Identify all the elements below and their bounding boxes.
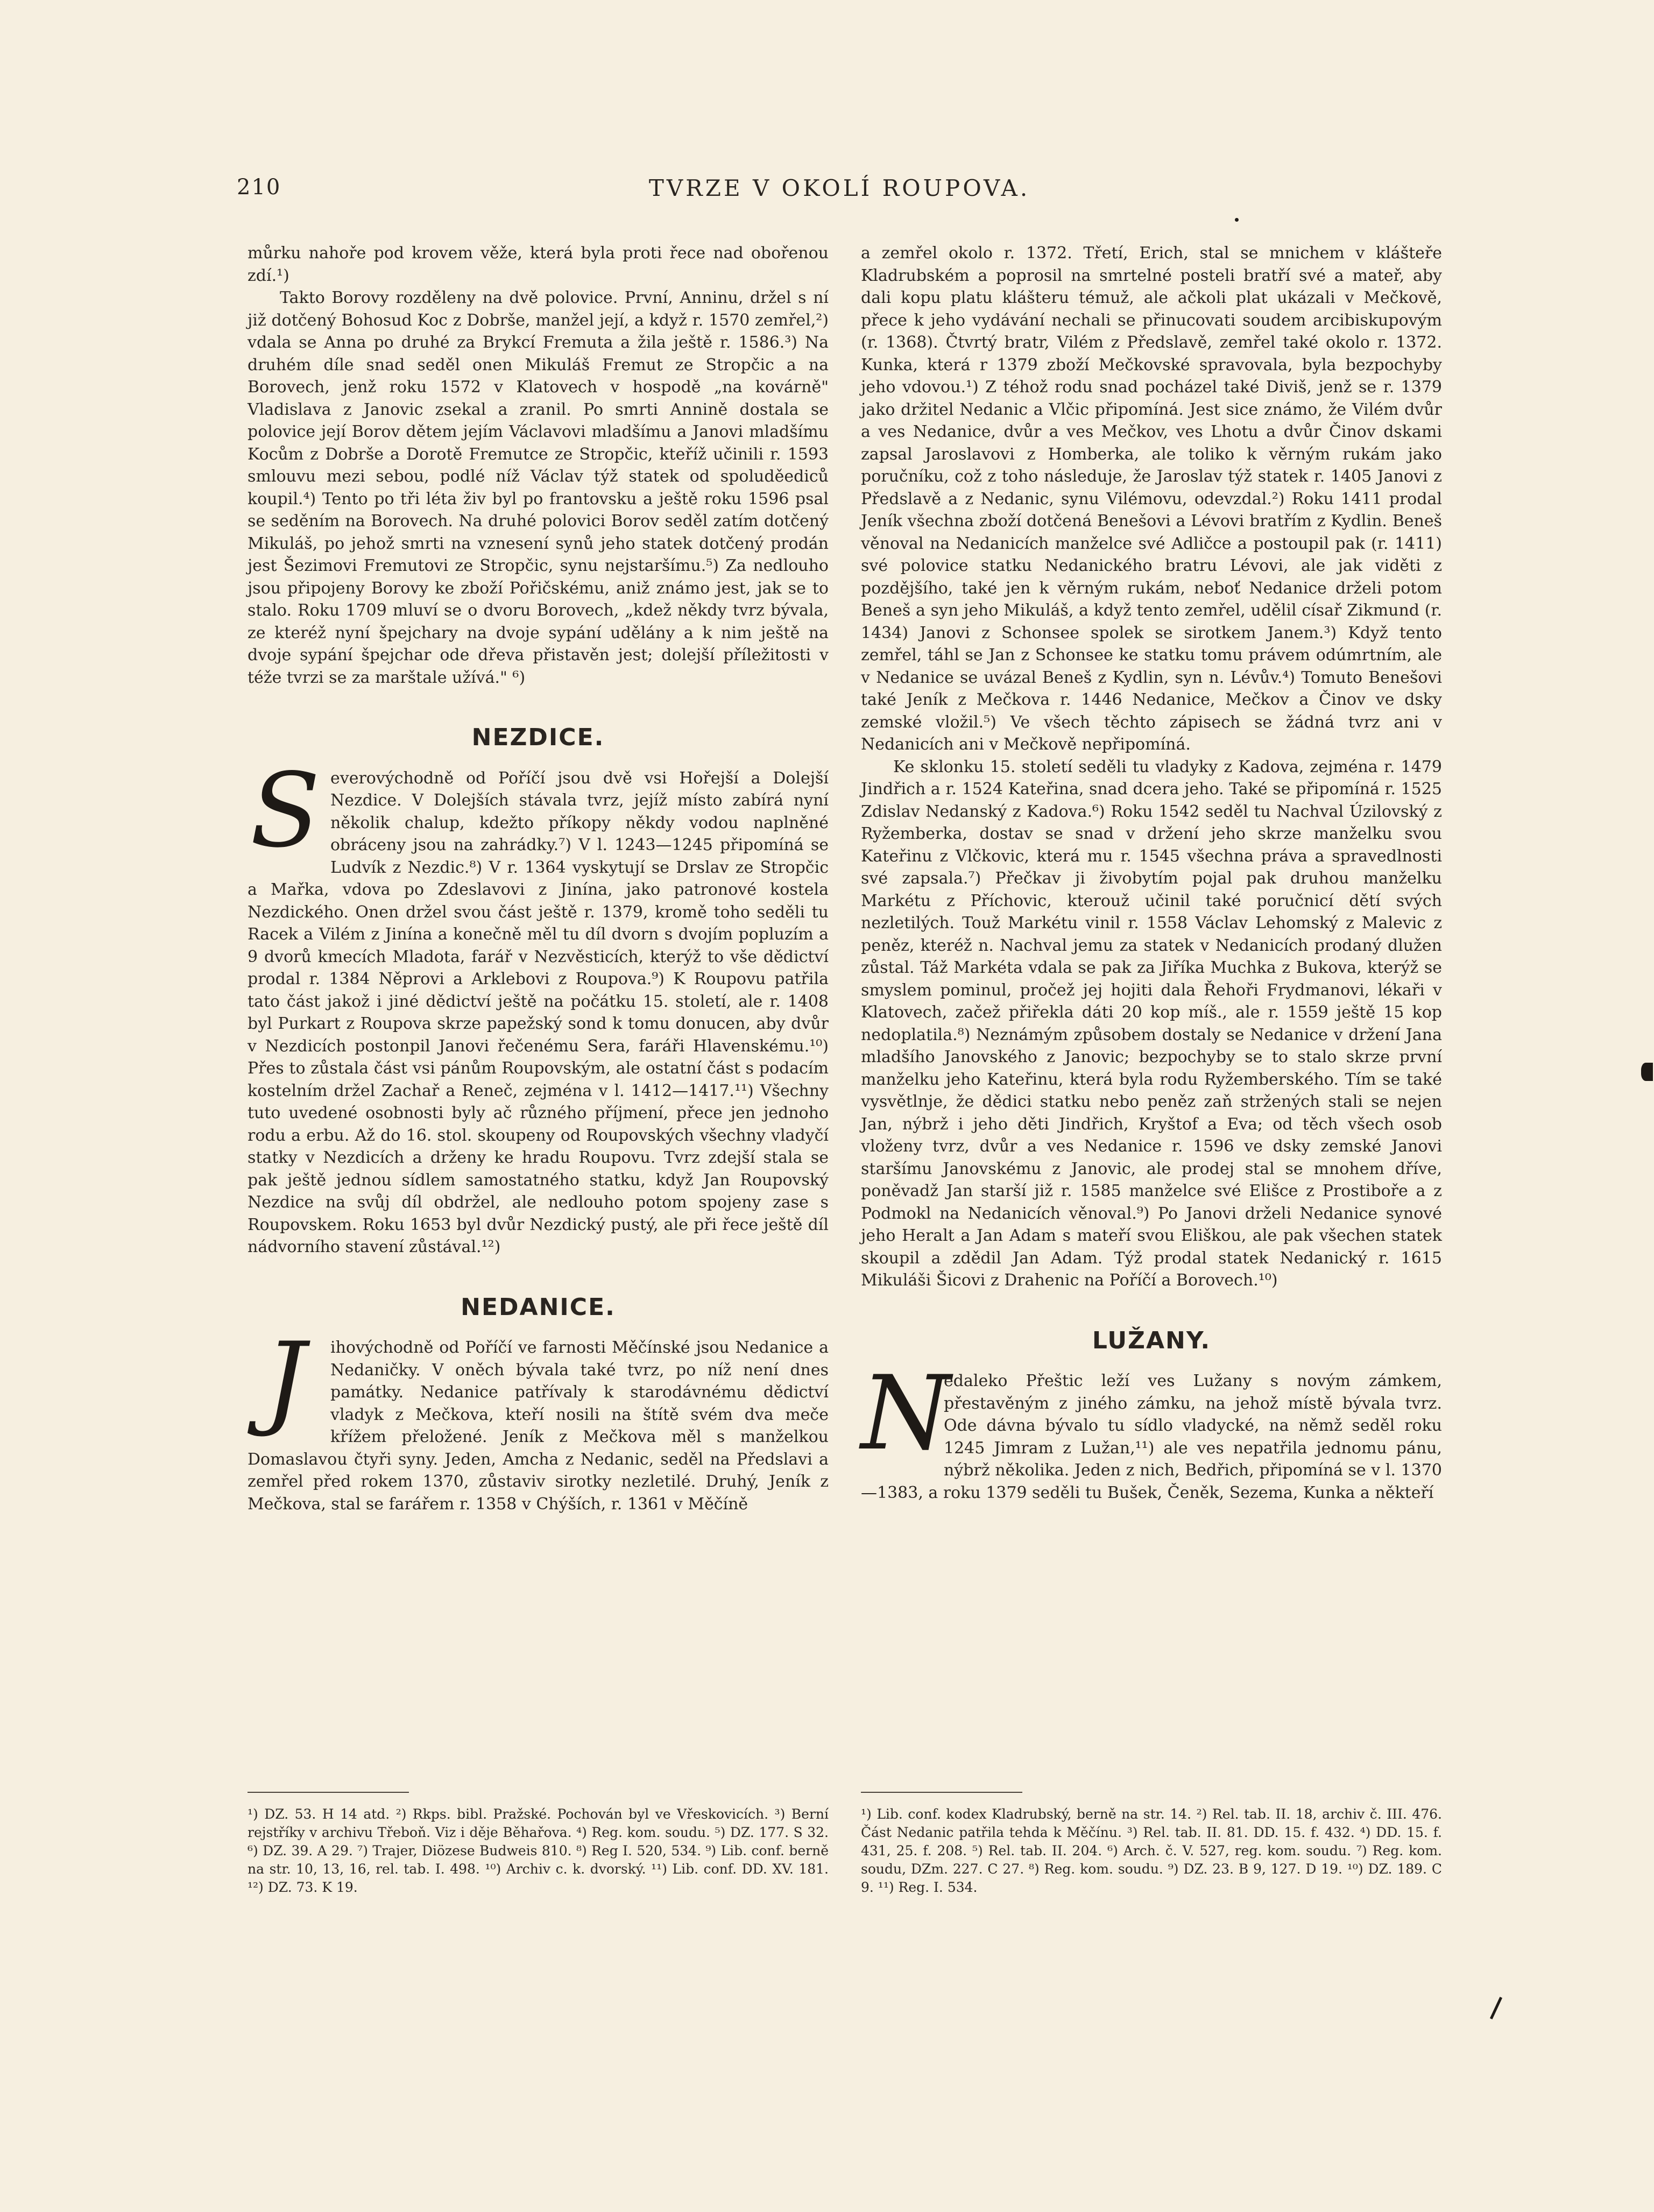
section-luzany bbox=[861, 1354, 1442, 1504]
footnotes-right: ¹) Lib. conf. kodex Kladrubský, berně na str. 14. ²) Rel. tab. II. 18, archiv č. III. 476. Část Nedanic patřila tehda k Měčínu. ³) Rel. tab. II. 81. DD. 15. f. 432. ⁴) DD. 15. f. 431, 25. f. 208. ⁵) Rel. tab. II. 204. ⁶) Arch. č. V. 527, reg. kom. soudu. ⁷) Reg. kom. soudu, DZm. 227. C 27. ⁸) Reg. kom. soudu. ⁹) DZ. 23. B 9, 127. D 19. ¹⁰) DZ. 189. C 9. ¹¹) Reg. I. 534. bbox=[861, 1806, 1442, 1895]
page-number: 210 bbox=[237, 175, 281, 200]
footnote-rule bbox=[861, 1792, 1022, 1793]
section-title-luzany: LUŽANY. bbox=[1092, 1326, 1211, 1354]
ornamental-initial: N bbox=[861, 1354, 951, 1473]
ornamental-initial: J bbox=[264, 1320, 306, 1439]
paragraph-continuation: můrku nahoře pod krovem věže, která byla proti řece nad obořenou zdí.¹) bbox=[248, 244, 829, 285]
section-title-nezdice: NEZDICE. bbox=[471, 724, 605, 751]
section-title-nedanice: NEDANICE. bbox=[461, 1293, 616, 1321]
paragraph-nedanice: ihovýchodně od Poříčí ve farnosti Měčínské jsou Nedanice a Nedaničky. V oněch bývala také tvrz, po níž není dnes památky. Nedanice patřívaly k starodávnému dědictví vladyk z Mečkova, kteří nosili na štítě svém dva meče křížem přeložené. Jeník z Mečkova měl s manželkou Domaslavou čtyři syny. Jeden, Amcha z Nedanic, seděl na Předslavi a zemřel před rokem 1370, zůstaviv sirotky nezletilé. Druhý, Jeník z Mečkova, stal se farářem r. 1358 v Chýších, r. 1361 v Měčíně bbox=[248, 1338, 829, 1514]
left-column bbox=[248, 242, 829, 1515]
running-title: TVRZE V OKOLÍ ROUPOVA. bbox=[648, 175, 1030, 201]
ornamental-initial: S bbox=[250, 751, 321, 870]
section-nezdice bbox=[248, 751, 829, 1259]
footnotes-left: ¹) DZ. 53. H 14 atd. ²) Rkps. bibl. Pražské. Pochován byl ve Vřeskovicích. ³) Berní rejstříky v archivu Třeboň. Viz i děje Běhařova. ⁴) Reg. kom. soudu. ⁵) DZ. 177. S 32. ⁶) DZ. 39. A 29. ⁷) Trajer, Diözese Budweis 810. ⁸) Reg I. 520, 534. ⁹) Lib. conf. berně na str. 10, 13, 16, rel. tab. I. 498. ¹⁰) Archiv c. k. dvorský. ¹¹) Lib. conf. DD. XV. 181. ¹²) DZ. 73. K 19. bbox=[248, 1806, 829, 1895]
paragraph-borovy: Takto Borovy rozděleny na dvě polovice. První, Anninu, držel s ní již dotčený Bohosud Koc z Dobrše, manžel její, a když r. 1570 zemřel,²) vdala se Anna po druhé za Brykcí Fremuta a žila ještě r. 1586.³) Na druhém díle snad seděl onen Mikuláš Fremut ze Stropčic a na Borovech, jenž roku 1572 v Klatovech v hospodě „na kovárně" Vladislava z Janovic zsekal a zranil. Po smrti Annině dostala se polovice její Borov dětem jejím Václavovi mladšímu a Janovi mladšímu Kocům z Dobrše a Dorotě Fremutce ze Stropčic, kteříž učinili r. 1593 smlouvu mezi sebou, podlé níž Václav týž statek od spoluděediců koupil.⁴) Tento po tři léta živ byl po frantovsku a ještě roku 1596 psal se seděním na Borovech. Na druhé polovici Borov seděl zatím dotčený Mikuláš, po jehož smrti na vznesení synů jeho statek dotčený prodán jest Šezimovi Fremutovi ze Stropčic, synu nejstaršímu.⁵) Za nedlouho jsou připojeny Borovy ke zboží Pořičskému, aniž známo jest, jak se to stalo. Roku 1709 mluví se o dvoru Borovech, „kdež někdy tvrz bývala, ze kteréž nyní špejchary na dvoje sypání udělány a k nim ještě na dvoje sypání špejchar ode dřeva přistavěn jest; dolejší příležitosti v téže tvrzi se za marštale užívá." ⁶) bbox=[248, 288, 829, 687]
paragraph-luzany: edaleko Přeštic leží ves Lužany s novým zámkem, přestavěným z jiného zámku, na jehož místě bývala tvrz. Ode dávna bývalo tu sídlo vladycké, na němž seděl roku 1245 Jimram z Lužan,¹¹) ale ves nepatřila jednomu pánu, nýbrž několika. Jeden z nich, Bedřich, připomíná se v l. 1370—1383, a roku 1379 seděli tu Bušek, Čeněk, Sezema, Kunka a někteří bbox=[861, 1372, 1442, 1502]
section-nedanice bbox=[248, 1320, 829, 1515]
page-header bbox=[237, 175, 1442, 207]
paragraph-nedanice-kadov: Ke sklonku 15. století seděli tu vladyky z Kadova, zejména r. 1479 Jindřich a r. 1524 Kateřina, snad dcera jeho. Také se připomíná r. 1525 Zdislav Nedanský z Kadova.⁶) Roku 1542 seděl tu Nachval Úzilovský z Ryžemberka, dostav se snad v držení jeho skrze manželku svou Kateřinu z Vlčkovic, která mu r. 1545 všechna práva a spravedlnosti své zapsala.⁷) Přečkav ji živobytím pojal pak druhou manželku Markétu z Příchovic, kterouž učinil také poručnicí dětí svých nezletilých. Touž Markétu vinil r. 1558 Václav Lehomský z Malevic z peněz, kteréž n. Nachval jemu za statek v Nedanicích prodaný dlužen zůstal. Táž Markéta vdala se pak za Jiříka Muchka z Bukova, kterýž se smyslem pominul, pročež jej hojiti dala Řehoři Frydmanovi, lékaři v Klatovech, začež přiřekla dáti 20 kop míš., ale r. 1559 ještě 15 kop nedoplatila.⁸) Neznámým způsobem dostaly se Nedanice v držení Jana mladšího Janovského z Janovic; bezpochyby se to stalo skrze první manželku jeho Kateřinu, která byla rodu Ryžemberského. Tím se také vysvětlnje, že dědici statku nebo peněz zaň stržených stali se nejen Jan, nýbrž i jeho děti Jindřich, Kryštof a Eva; od těch všech osob vloženy tvrz, dvůr a ves Nedanice r. 1596 ve dsky zemské Janovi staršímu Janovskému z Janovic, ale prodej stal se mnohem dříve, poněvadž Jan starší již r. 1585 manželce své Elišce z Prostiboře a z Podmokl na Nedanicích věnoval.⁹) Po Janovi drželi Nedanice synové jeho Heralt a Jan Adam s mateří svou Eliškou, ale pak všechen statek skoupil a zdědil Jan Adam. Týž prodal statek Nedanický r. 1615 Mikuláši Šicovi z Drahenic na Poříčí a Borovech.¹⁰) bbox=[861, 757, 1442, 1290]
right-column bbox=[861, 242, 1442, 1504]
paragraph-nezdice: everovýchodně od Poříčí jsou dvě vsi Hořejší a Dolejší Nezdice. V Dolejších stávala tvrz, jejíž místo zabírá nyní několik chalup, kdežto příkopy někdy vodou naplněné obráceny jsou na zahrádky.⁷) V l. 1243—1245 připomíná se Ludvík z Nezdic.⁸) V r. 1364 vyskytují se Drslav ze Stropčic a Mařka, vdova po Zdeslavovi z Jinína, jako patronové kostela Nezdického. Onen držel svou část ještě r. 1379, kromě toho seděli tu Racek a Vilém z Jinína a konečně měl tu díl dvorn s dvojím popluzím a 9 dvorů kmecích Mladota, farář v Nezvěsticích, kterýž to vše dědictví prodal r. 1384 Něprovi a Arklebovi z Roupova.⁹) K Roupovu patřila tato část jakož i jiné dědictví ještě na počátku 15. století, ale r. 1408 byl Purkart z Roupova skrze papežský sond k tomu donucen, aby dvůr v Nezdicích postonpil Janovi řečenému Sera, faráři Hlavenskému.¹⁰) Přes to zůstala část vsi pánům Roupovským, ale ostatní část s podacím kostelním držel Zachař a Reneč, zejména v l. 1412—1417.¹¹) Všechny tuto uvedené osobnosti byly ač různého příjmení, přece jen jednoho rodu a erbu. Až do 16. stol. skoupeny od Roupovských všechny vladyčí statky v Nezdicích a drženy ke hradu Roupovu. Tvrz zdejší stala se pak ještě jednou sídlem samostatného statku, když Jan Roupovský Nezdice na svůj díl obdržel, ale nedlouho potom spojeny zase s Roupovskem. Roku 1653 byl dvůr Nezdický pustý, ale při řece ještě díl nádvorního stavení zůstával.¹²) bbox=[248, 768, 829, 1256]
footnote-rule bbox=[248, 1792, 409, 1793]
margin-mark bbox=[1490, 1997, 1502, 2019]
margin-mark bbox=[1235, 218, 1239, 222]
paragraph-nedanice-cont: a zemřel okolo r. 1372. Třetí, Erich, stal se mnichem v klášteře Kladrubském a poprosil na smrtelné posteli bratří své a mateř, aby dali kopu platu klášteru témuž, ale ačkoli plat ukázali v Mečkově, přece k jeho vydávání nechali se přinucovati soudem arcibiskupovým (r. 1368). Čtvrtý bratr, Vilém z Předslavě, zemřel také okolo r. 1372. Kunka, která r 1379 zboží Mečkovské spravovala, byla bezpochyby jeho vdovou.¹) Z téhož rodu snad pocházel také Diviš, jenž se r. 1379 jako držitel Nedanic a Vlčic připomíná. Jest sice známo, že Vilém dvůr a ves Nedanice, dvůr a ves Mečkov, ves Lhotu a dvůr Činov dskami zapsal Jaroslavovi z Homberka, ale toliko k věrným rukám jako poručníku, což z toho následuje, že Jaroslav týž statek r. 1405 Janovi z Předslavě a z Nedanic, synu Vilémovu, odevzdal.²) Roku 1411 prodal Jeník všechna zboží dotčená Benešovi a Lévovi bratřím z Kydlin. Beneš věnoval na Nedanicích manželce své Adličce a postoupil pak (r. 1411) své polovice statku Nedanického bratru Lévovi, ale jak viděti z pozdějšího, také jen k věrným rukám, neboť Nedanice drželi potom Beneš a syn jeho Mikuláš, a když tento zemřel, udělil císař Zikmund (r. 1434) Janovi z Schonsee spolek se sirotkem Janem.³) Když tento zemřel, táhl se Jan z Schonsee ke statku tomu právem odúmrtním, ale v Nedanice se uvázal Beneš z Kydlin, syn n. Lévův.⁴) Tomuto Benešovi také Jeník z Mečkova r. 1446 Nedanice, Mečkov a Činov ve dsky zemské vložil.⁵) Ve všech těchto zápisech se žádná tvrz ani v Nedanicích ani v Mečkově nepřipomíná. bbox=[861, 244, 1442, 754]
margin-mark bbox=[1641, 1063, 1653, 1081]
